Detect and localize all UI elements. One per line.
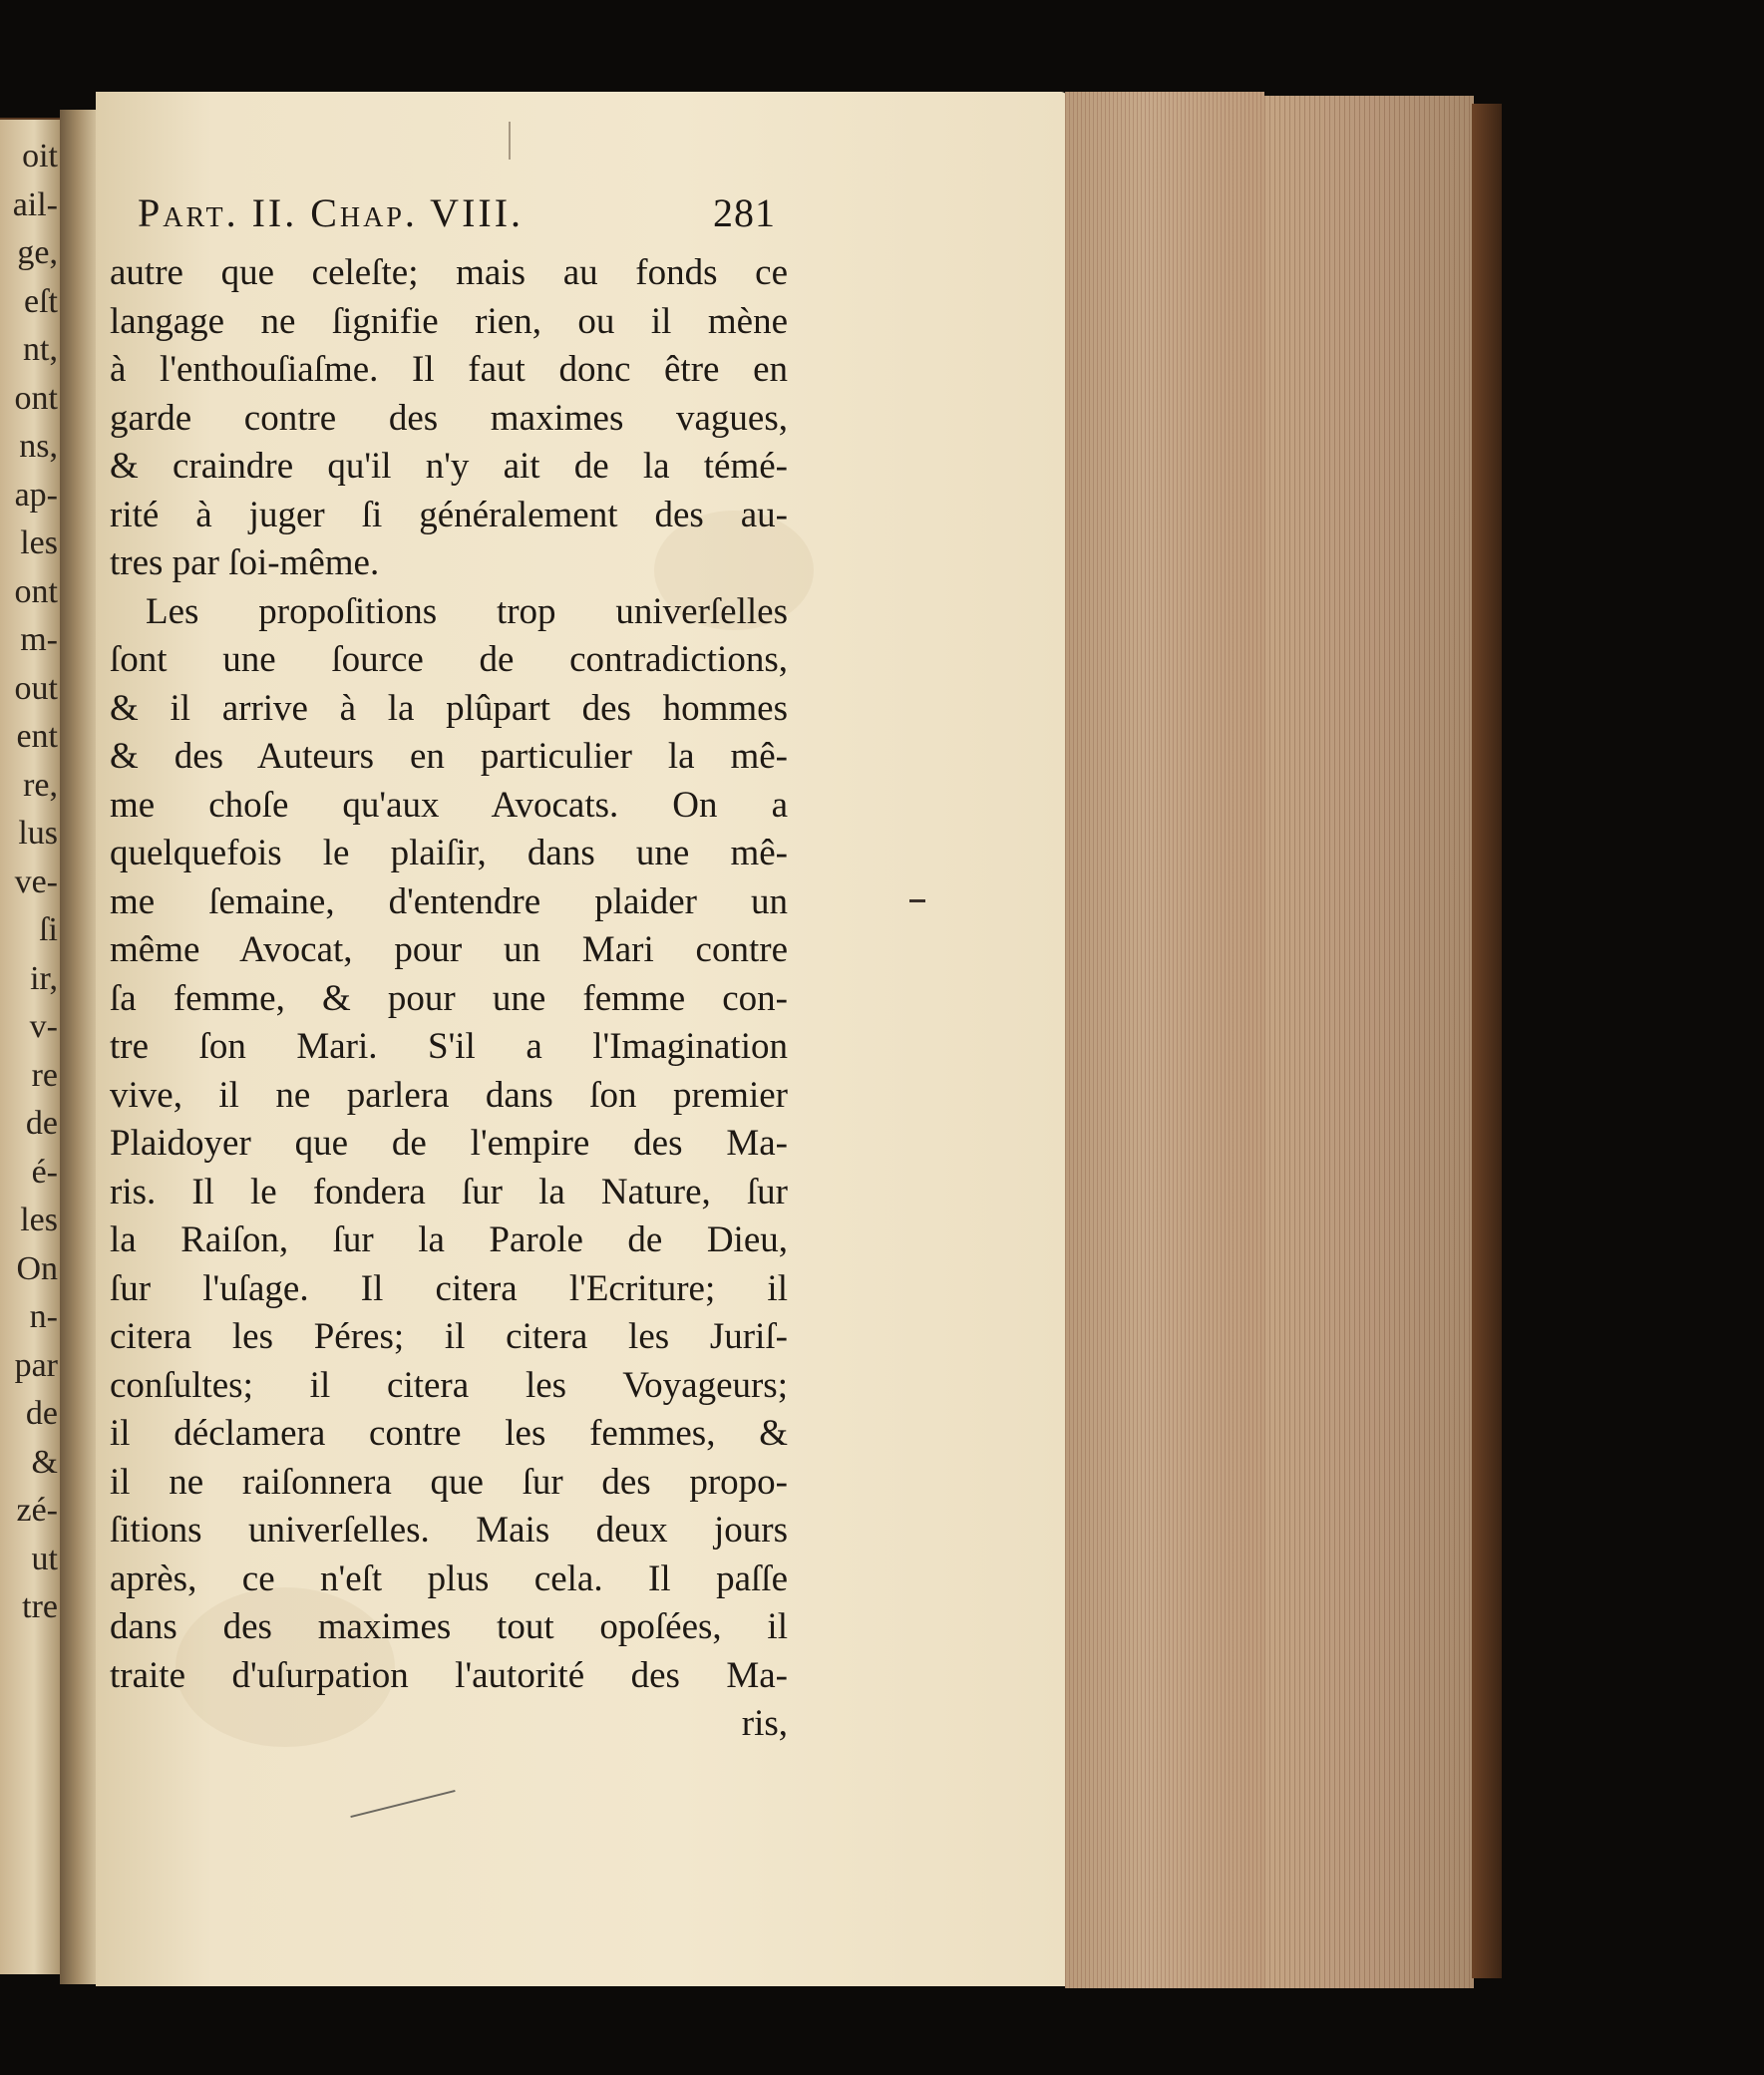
catchword: ris, [741,1703,788,1744]
margin-fragment: ſi [39,911,58,948]
text-line: me ſemaine, d'entendre plaider un [110,880,788,922]
text-line: citera les Péres; il citera les Juriſ- [110,1316,788,1357]
margin-fragment: zé- [16,1492,58,1529]
margin-fragment: re, [23,766,58,804]
text-line: ſitions univerſelles. Mais deux jours [110,1510,788,1551]
cover-board [1472,104,1502,1978]
text-line: ſa femme, & pour une femme con- [110,977,788,1019]
text-line: vive, il ne parlera dans ſon premier [110,1074,788,1116]
page-header [138,189,776,243]
margin-fragment: ent [16,718,58,755]
margin-fragment: out [14,669,58,707]
text-line: langage ne ſignifie rien, ou il mène [110,300,788,342]
text-line: traite d'uſurpation l'autorité des Ma- [110,1654,788,1696]
left-facing-page [0,118,62,1974]
text-line: garde contre des maximes vagues, [110,397,788,439]
text-line: Plaidoyer que de l'empire des Ma- [110,1123,788,1164]
margin-fragment: de [25,1105,58,1142]
gutter [60,110,100,1984]
margin-fragment: tre [22,1588,58,1625]
text-line: ris. Il le fondera ſur la Nature, ſur [110,1171,788,1212]
margin-fragment: ir, [30,959,58,997]
text-line: ſur l'uſage. Il citera l'Ecriture; il [110,1267,788,1309]
text-line: rité à juger ſi généralement des au- [110,494,788,535]
text-line: la Raiſon, ſur la Parole de Dieu, [110,1219,788,1260]
margin-fragment: ns, [19,428,58,465]
margin-fragment: les [20,1202,58,1238]
margin-fragment: ve- [14,863,58,900]
margin-fragment: v- [29,1008,58,1045]
margin-fragment: eſt [24,282,58,320]
running-head: Part. II. Chap. VIII. [138,190,525,235]
margin-fragment: n- [29,1298,58,1335]
text-line: conſultes; il citera les Voyageurs; [110,1364,788,1406]
text-line: il ne raiſonnera que ſur des propo- [110,1461,788,1503]
text-line: dans des maximes tout opoſées, il [110,1606,788,1647]
text-line: autre que celeſte; mais au fonds ce [110,252,788,293]
text-line: il déclamera contre les femmes, & [110,1413,788,1454]
text-block-edge [1065,92,1264,1988]
text-line: tres par ſoi-même. [110,542,380,583]
text-line: quelquefois le plaiſir, dans une mê- [110,833,788,873]
body-text [110,249,788,1749]
text-line: ſont une ſource de contradictions, [110,639,788,680]
margin-fragment: ap- [14,476,58,514]
text-line: & il arrive à la plûpart des hommes [110,687,788,729]
margin-fragment: ge, [17,234,58,271]
margin-fragment: de [25,1395,58,1432]
page-number: 281 [713,190,776,235]
margin-dash [909,899,925,902]
margin-fragment: ut [31,1540,58,1577]
margin-fragment: les [20,524,58,561]
margin-fragment: re [31,1056,58,1094]
text-line: après, ce n'eſt plus cela. Il paſſe [110,1557,788,1599]
text-line: me choſe qu'aux Avocats. On a [110,784,788,826]
margin-fragment: On [16,1249,58,1287]
margin-fragment: ont [14,572,58,610]
margin-fragment: ail- [12,185,58,223]
margin-fragment: lus [18,815,58,852]
margin-fragment: nt, [23,331,58,368]
text-line: & des Auteurs en particulier la mê- [110,736,788,777]
text-block-edge-back [1264,96,1474,1988]
text-line: & craindre qu'il n'y ait de la témé- [110,446,788,487]
text-line: tre ſon Mari. S'il a l'Imagination [110,1026,788,1067]
margin-fragment: é- [31,1153,58,1191]
margin-fragment: par [14,1346,58,1384]
text-line: même Avocat, pour un Mari contre [110,929,788,970]
margin-fragment: m- [20,621,58,658]
margin-fragment: & [31,1443,58,1481]
text-line: Les propoſitions trop univerſelles [146,590,788,632]
cover-edge [0,118,62,120]
tick-mark [509,122,511,160]
text-line: à l'enthouſiaſme. Il faut donc être en [110,349,788,390]
margin-fragment: ont [14,379,58,417]
margin-fragment: oit [22,138,58,174]
